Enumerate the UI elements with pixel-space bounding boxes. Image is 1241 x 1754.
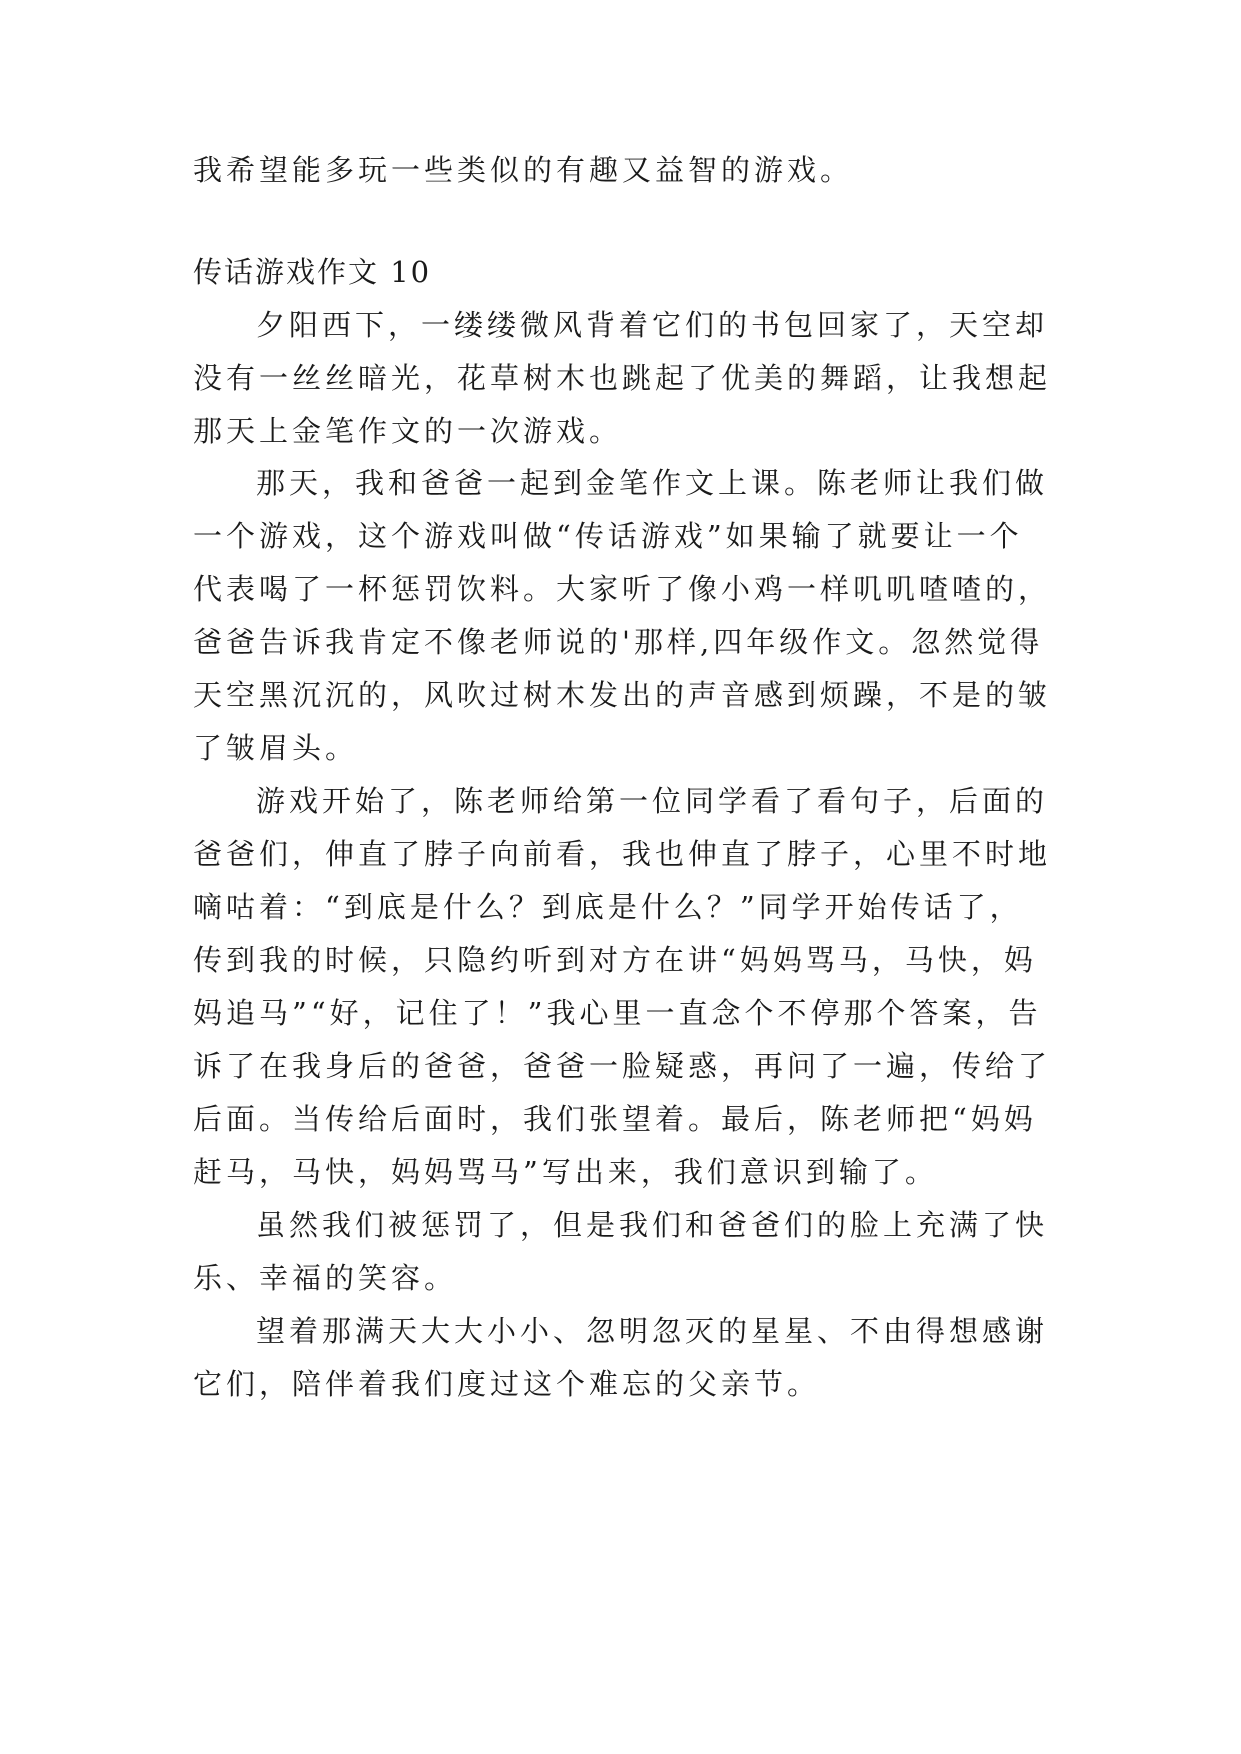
paragraph-3-line-8: 赶马，马快，妈妈骂马”写出来，我们意识到输了。	[193, 1155, 938, 1189]
intro-line: 我希望能多玩一些类似的有趣又益智的游戏。	[193, 153, 854, 187]
paragraph-4-line-2: 乐、幸福的笑容。	[193, 1261, 458, 1295]
paragraph-3-line-4: 传到我的时候，只隐约听到对方在讲“妈妈骂马，马快，妈	[193, 943, 1037, 977]
paragraph-2-line-2: 一个游戏，这个游戏叫做“传话游戏”如果输了就要让一个	[193, 519, 1023, 553]
paragraph-3-line-6: 诉了在我身后的爸爸，爸爸一脸疑惑，再问了一遍，传给了	[193, 1049, 1052, 1083]
paragraph-1-line-2: 没有一丝丝暗光，花草树木也跳起了优美的舞蹈，让我想起	[193, 361, 1052, 395]
paragraph-5-line-1: 望着那满天大大小小、忽明忽灭的星星、不由得想感谢	[256, 1314, 1049, 1348]
paragraph-2-line-1: 那天，我和爸爸一起到金笔作文上课。陈老师让我们做	[256, 466, 1049, 500]
paragraph-3-line-7: 后面。当传给后面时，我们张望着。最后，陈老师把“妈妈	[193, 1102, 1037, 1136]
paragraph-1-line-1: 夕阳西下，一缕缕微风背着它们的书包回家了，天空却	[256, 308, 1049, 342]
paragraph-2-line-6: 了皱眉头。	[193, 731, 359, 765]
paragraph-3-line-3: 嘀咕着：“到底是什么？到底是什么？”同学开始传话了，	[193, 890, 1023, 924]
paragraph-3-line-1: 游戏开始了，陈老师给第一位同学看了看句子，后面的	[256, 784, 1049, 818]
paragraph-3-line-5: 妈追马”“好，记住了！”我心里一直念个不停那个答案，告	[193, 996, 1042, 1030]
paragraph-2-line-3: 代表喝了一杯惩罚饮料。大家听了像小鸡一样叽叽喳喳的，	[193, 572, 1052, 606]
paragraph-2-line-5: 天空黑沉沉的，风吹过树木发出的声音感到烦躁，不是的皱	[193, 678, 1052, 712]
paragraph-5-line-2: 它们，陪伴着我们度过这个难忘的父亲节。	[193, 1367, 821, 1401]
section-title: 传话游戏作文 10	[193, 255, 432, 289]
paragraph-2-line-4: 爸爸告诉我肯定不像老师说的'那样,四年级作文。忽然觉得	[193, 625, 1044, 659]
paragraph-4-line-1: 虽然我们被惩罚了，但是我们和爸爸们的脸上充满了快	[256, 1208, 1049, 1242]
paragraph-3-line-2: 爸爸们，伸直了脖子向前看，我也伸直了脖子，心里不时地	[193, 837, 1052, 871]
paragraph-1-line-3: 那天上金笔作文的一次游戏。	[193, 414, 623, 448]
